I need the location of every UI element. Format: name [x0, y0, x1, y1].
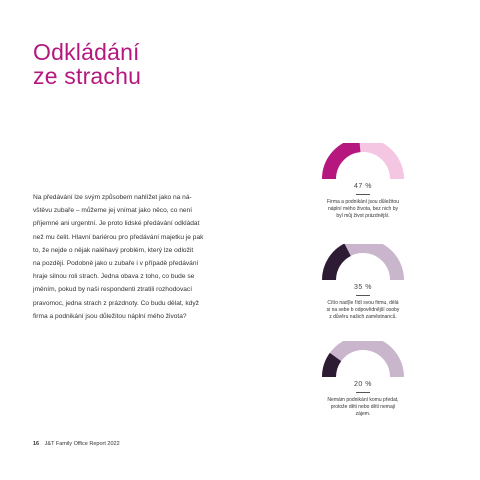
gauge-fill: [329, 145, 360, 179]
report-name: J&T Family Office Report 2022: [44, 441, 120, 447]
gauge-percent: 35 %: [354, 284, 372, 291]
body-line: než mu čelit. Hlavní bariérou pro předávání majetku je pak: [33, 233, 204, 241]
divider: [356, 194, 370, 195]
gauge-2: [305, 244, 421, 320]
page-title: [33, 40, 141, 88]
gauge-3-arc: [321, 341, 405, 377]
body-line: příjemné ani urgentní. Je proto lidské předávání odkládat: [33, 220, 200, 228]
body-line: vštěvu zubaře – můžeme jej vnímat jako něco, co není: [33, 207, 193, 215]
gauge-description-line: Cítío nad(le řídí svou firmu, dělá: [327, 300, 399, 306]
divider: [356, 295, 370, 296]
title-line-2: ze strachu: [33, 63, 142, 89]
title-line-1: Odkládání: [33, 39, 140, 65]
divider: [356, 392, 370, 393]
page-footer: [33, 441, 120, 447]
gauge-description-line: Firma a podnikání jsou důležitou: [327, 199, 399, 205]
gauge-description: [305, 199, 421, 219]
gauge-description-line: si na sebe b odpovědnější osoby: [326, 306, 400, 313]
body-paragraph: [33, 191, 233, 323]
gauge-description-line: byl můj život prázdnější.: [336, 212, 390, 219]
body-line: Na předávání lze svým způsobem nahlížet jako na ná-: [33, 194, 192, 201]
gauge-percent: 20 %: [354, 381, 372, 388]
gauge-fill: [329, 357, 335, 377]
gauge-description-line: protože děti nebo děti nemají: [330, 403, 396, 410]
gauge-description-line: z důvěru našich zaměstnanců.: [329, 313, 397, 320]
gauge-description-line: Nemám podnikání komu předat,: [327, 397, 399, 403]
gauge-fill: [329, 250, 348, 280]
body-line: jměním, pokud by naši respondenti ztratili rozhodovací: [33, 286, 193, 294]
gauge-description-line: náplní mého života, bez nich by: [327, 205, 399, 212]
body-line: hraje silnou roli strach. Jedna obava z toho, co bude se: [33, 273, 195, 281]
gauge-description-line: zájem.: [355, 410, 371, 417]
body-line: pravomoc, jedna strach z prázdnoty. Co budu dělat, když: [33, 299, 199, 307]
gauge-description: [305, 397, 421, 417]
gauge-3: [305, 341, 421, 417]
body-line: firma a podnikání jsou důležitou náplní mého života?: [33, 312, 187, 320]
body-line: na později. Podobně jako u zubaře i v případě předávání: [33, 260, 199, 268]
gauge-2-arc: [321, 244, 405, 280]
page-number: 16: [33, 441, 40, 447]
gauge-description: [305, 300, 421, 320]
gauge-1: [305, 143, 421, 219]
gauge-1-arc: [321, 143, 405, 179]
body-line: to, že nejde o nějak naléhavý problém, který lze odložit: [33, 246, 194, 254]
gauge-percent: 47 %: [354, 183, 372, 190]
